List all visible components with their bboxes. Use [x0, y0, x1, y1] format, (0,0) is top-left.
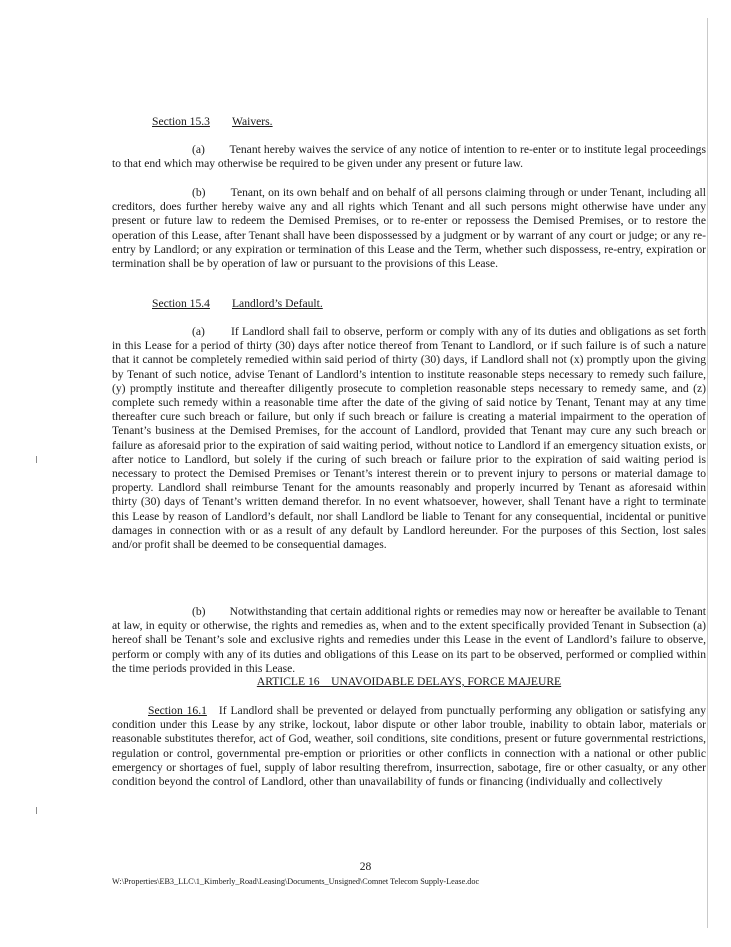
- footer-file-path: W:\Properties\EB3_LLC\1_Kimberly_Road\Leasing\Documents_Unsigned\Comnet Telecom Supply-Lease.doc: [112, 877, 480, 886]
- section-title: Waivers.: [231, 115, 273, 128]
- section-number: Section 15.4: [152, 297, 210, 310]
- section-15-3-para-a: (a) Tenant hereby waives the service of any notice of intention to re-enter or to institute legal proceedings to that end which may otherwise be required to be given under any present or future law.: [112, 143, 706, 171]
- section-16-1-para: [112, 704, 706, 789]
- section-number: Section 15.3: [152, 115, 210, 128]
- section-15-3-heading: [152, 115, 273, 129]
- page-number: 28: [359, 860, 372, 873]
- scan-mark: [36, 456, 37, 463]
- section-15-4-para-b: (b) Notwithstanding that certain additional rights or remedies may now or hereafter be available to Tenant at law, in equity or otherwise, the rights and remedies as, when and to the extent specifically provided Tenant in Subsection (a) hereof shall be Tenant’s sole and exclusive rights and remedies under this Lease in the event of Landlord’s failure to observe, perform or comply with any of its duties and obligations of this Lease on its part to be observed, performed or complied within the time periods provided in this Lease.: [112, 605, 706, 675]
- section-15-4-para-a: (a) If Landlord shall fail to observe, perform or comply with any of its duties and obligations as set forth in this Lease for a period of thirty (30) days after notice thereof from Tenant to Landlord, or if such failure is of such a nature that it cannot be completely remedied within said period of thirty (30) days, if Landlord shall not (x) promptly upon the giving by Tenant of such notice, advise Tenant of Landlord’s intention to institute reasonable steps necessary to remedy such failure, (y) promptly institute and thereafter diligently prosecute to completion reasonable steps necessary to remedy same, and (z) complete such remedy within a reasonable time after the date of the giving of said notice by Tenant, Tenant may at any time thereafter cure such breach or failure, but only if such breach or failure is creating a material impairment to the operation of Tenant’s business at the Demised Premises, for the account of Landlord, provided that Tenant may cure any such breach or failure as aforesaid prior to the expiration of said waiting period, without notice to Landlord if an emergency situation exists, or after notice to Landlord, but solely if the curing of such breach or failure prior to the expiration of said waiting period is necessary to protect the Demised Premises or Tenant’s interest therein or to prevent injury to persons or material damage to property. Landlord shall reimburse Tenant for the amounts reasonably and properly incurred by Tenant as aforesaid within thirty (30) days of Tenant’s written demand therefor. In no event whatsoever, however, shall Tenant have a right to terminate this Lease by reason of Landlord’s default, nor shall Landlord be liable to Tenant for any consequential, incidental or punitive damages in connection with or as a result of any default by Landlord hereunder. For the purposes of this Section, lost sales and/or profit shall be deemed to be consequential damages.: [112, 325, 706, 552]
- section-16-1-text: If Landlord shall be prevented or delayed from punctually performing any obligation or satisfying any condition under this Lease by any strike, lockout, labor dispute or other labor trouble, inability to obtain labor, materials or reasonable substitutes therefor, act of God, weather, soil conditions, site conditions, present or future governmental restrictions, regulation or control, governmental pre-emption or priorities or other conflicts in connection with a national or other public emergency or shortages of fuel, supply of labor resulting therefrom, insurrection, sabotage, fire or other casualty, or any other condition beyond the control of Landlord, other than unavailability of funds or financing (individually and collectively: [112, 704, 706, 789]
- page-edge-line: [707, 18, 708, 928]
- scan-mark: [36, 807, 37, 814]
- section-title: Landlord’s Default.: [231, 297, 323, 310]
- section-15-3-para-b: (b) Tenant, on its own behalf and on behalf of all persons claiming through or under Tenant, including all creditors, does further hereby waive any and all rights which Tenant and all such persons might otherwise have under any present or future law to redeem the Demised Premises, or to re-enter or repossess the Demised Premises, or to restore the operation of this Lease, after Tenant shall have been dispossessed by a judgment or by warrant of any court or judge; or any re-entry by Landlord; or any expiration or termination of this Lease and the Term, whether such dispossess, re-entry, expiration or termination shall be by operation of law or pursuant to the provisions of this Lease.: [112, 186, 706, 271]
- article-16-heading: ARTICLE 16 UNAVOIDABLE DELAYS, FORCE MAJEURE: [256, 675, 562, 688]
- section-number: Section 16.1: [148, 704, 207, 717]
- section-15-4-heading: [152, 297, 323, 311]
